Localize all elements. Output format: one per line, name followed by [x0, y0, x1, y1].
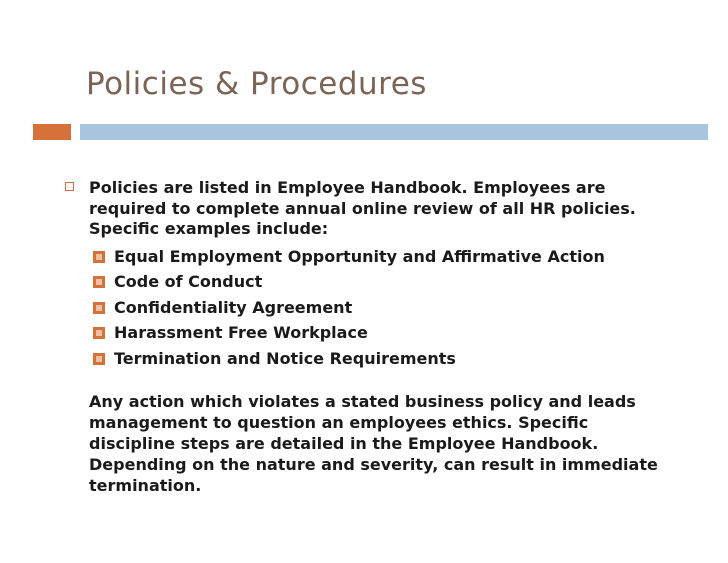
- example-item: [0, 346, 728, 372]
- example-text: Termination and Notice Requirements: [114, 348, 456, 368]
- square-filled-bullet-icon: [93, 276, 105, 288]
- slide-title: Policies & Procedures: [86, 66, 427, 102]
- main-bullet-text: Policies are listed in Employee Handbook. Employees are required to complete annual online review of all HR policies. Specific examples include:: [89, 178, 636, 238]
- square-filled-bullet-icon: [93, 302, 105, 314]
- square-filled-bullet-icon: [93, 251, 105, 263]
- title-rule-bar: [80, 124, 708, 140]
- example-item: [0, 269, 728, 295]
- example-text: Confidentiality Agreement: [114, 297, 353, 317]
- square-filled-bullet-icon: [93, 353, 105, 365]
- slide-content: [0, 178, 728, 496]
- example-text: Harassment Free Workplace: [114, 323, 368, 342]
- square-outline-bullet-icon: [65, 182, 74, 191]
- square-filled-bullet-icon: [93, 327, 105, 339]
- example-text: Equal Employment Opportunity and Affirmative Action: [114, 246, 605, 266]
- example-item: [0, 244, 728, 270]
- example-item: [0, 320, 728, 346]
- example-item: [0, 295, 728, 321]
- examples-list: [0, 244, 728, 372]
- title-rule-accent: [33, 124, 71, 140]
- example-text: Code of Conduct: [114, 272, 263, 291]
- main-bullet: [0, 178, 728, 240]
- discipline-paragraph: Any action which violates a stated business policy and leads management to question an employees ethics. Specific discipline steps are detailed in the Employee Handbook. Depending on the nature and severity, can result in immediate termination.: [89, 392, 658, 495]
